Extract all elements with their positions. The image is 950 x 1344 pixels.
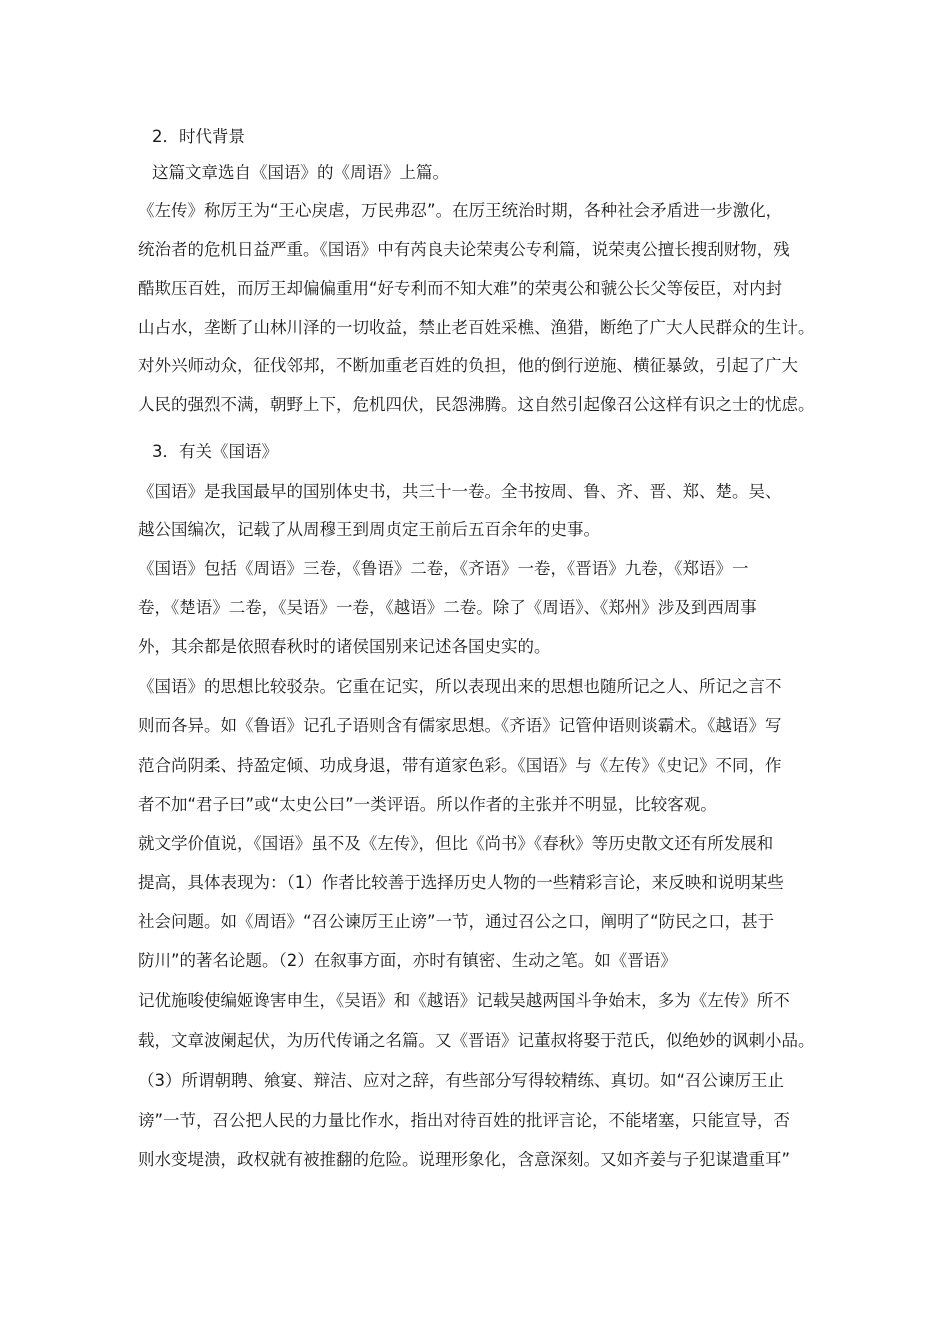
paragraph-line: 人民的强烈不满，朝野上下，危机四伏，民怨沸腾。这自然引起像召公这样有识之士的忧虑。 — [138, 395, 815, 414]
section-heading: 3．有关《国语》 — [152, 442, 278, 461]
paragraph-line: 载，文章波阑起伏，为历代传诵之名篇。又《晋语》记董叔将娶于范氏，似绝妙的讽刺小品。 — [138, 1031, 815, 1050]
paragraph-line: 《国语》是我国最早的国别体史书，共三十一卷。全书按周、鲁、齐、晋、郑、楚。吴、 — [138, 482, 782, 501]
paragraph-line: 这篇文章选自《国语》的《周语》上篇。 — [152, 163, 449, 182]
paragraph-line: 防川”的著名论题。（2）在叙事方面，亦时有镇密、生动之笔。如《晋语》 — [138, 951, 677, 970]
paragraph-line: 统治者的危机日益严重。《国语》中有芮良夫论荣夷公专利篇，说荣夷公擅长搜刮财物，残 — [138, 240, 790, 259]
paragraph-line: 《左传》称厉王为“王心戾虐，万民弗忍”。在厉王统治时期，各种社会矛盾进一步激化， — [138, 201, 783, 220]
paragraph-line: 提高，具体表现为：（1）作者比较善于选择历史人物的一些精彩言论，来反映和说明某些 — [138, 873, 784, 892]
paragraph-line: 者不加“君子曰”或“太史公曰”一类评语。所以作者的主张并不明显，比较客观。 — [138, 795, 717, 814]
paragraph-line: 记优施唆使编姬谗害申生，《吴语》和《越语》记载吴越两国斗争始末，多为《左传》所不 — [138, 991, 790, 1010]
paragraph-line: 酷欺压百姓，而厉王却偏偏重用“好专利而不知大难”的荣夷公和虢公长父等佞臣，对内封 — [138, 279, 783, 298]
paragraph-line: 外，其余都是依照春秋时的诸侯国别来记述各国史实的。 — [138, 637, 551, 656]
paragraph-line: 社会问题。如《周语》“召公谏厉王止谤”一节，通过召公之口，阐明了“防民之口，甚于 — [138, 912, 775, 931]
paragraph-line: 则水变堤溃，政权就有被推翻的危险。说理形象化，含意深刻。又如齐姜与子犯谋遣重耳” — [138, 1150, 791, 1169]
paragraph-line: 卷，《楚语》二卷，《吴语》一卷，《越语》二卷。除了《周语》、《郑州》涉及到西周事 — [138, 598, 757, 617]
paragraph-line: 则而各异。如《鲁语》记孔子语则含有儒家思想。《齐语》记管仲语则谈霸术。《越语》写 — [138, 716, 782, 735]
paragraph-line: 《国语》的思想比较驳杂。它重在记实，所以表现出来的思想也随所记之人、所记之言不 — [138, 677, 782, 696]
paragraph-line: 《国语》包括《周语》三卷，《鲁语》二卷，《齐语》一卷，《晋语》九卷，《郑语》一 — [138, 559, 749, 578]
paragraph-line: 越公国编次，记载了从周穆王到周贞定王前后五百余年的史事。 — [138, 520, 600, 539]
paragraph-line: 范合尚阴柔、持盈定倾、功成身退，带有道家色彩。《国语》与《左传》《史记》不同，作 — [138, 756, 782, 775]
paragraph-line: 对外兴师动众，征伐邻邦，不断加重老百姓的负担，他的倒行逆施、横征暴敛，引起了广大 — [138, 356, 798, 375]
paragraph-line: （3）所谓朝聘、飨宴、辩洁、应对之辞，有些部分写得较精练、真切。如“召公谏厉王止 — [138, 1071, 785, 1090]
paragraph-line: 山占水，垄断了山林川泽的一切收益，禁止老百姓采樵、渔猎，断绝了广大人民群众的生计。 — [138, 318, 815, 337]
paragraph-line: 就文学价值说，《国语》虽不及《左传》，但比《尚书》《春秋》等历史散文还有所发展和 — [138, 834, 774, 853]
section-heading: 2．时代背景 — [152, 127, 245, 146]
paragraph-line: 谤”一节，召公把人民的力量比作水，指出对待百姓的批评言论，不能堵塞，只能宣导，否 — [138, 1111, 791, 1130]
